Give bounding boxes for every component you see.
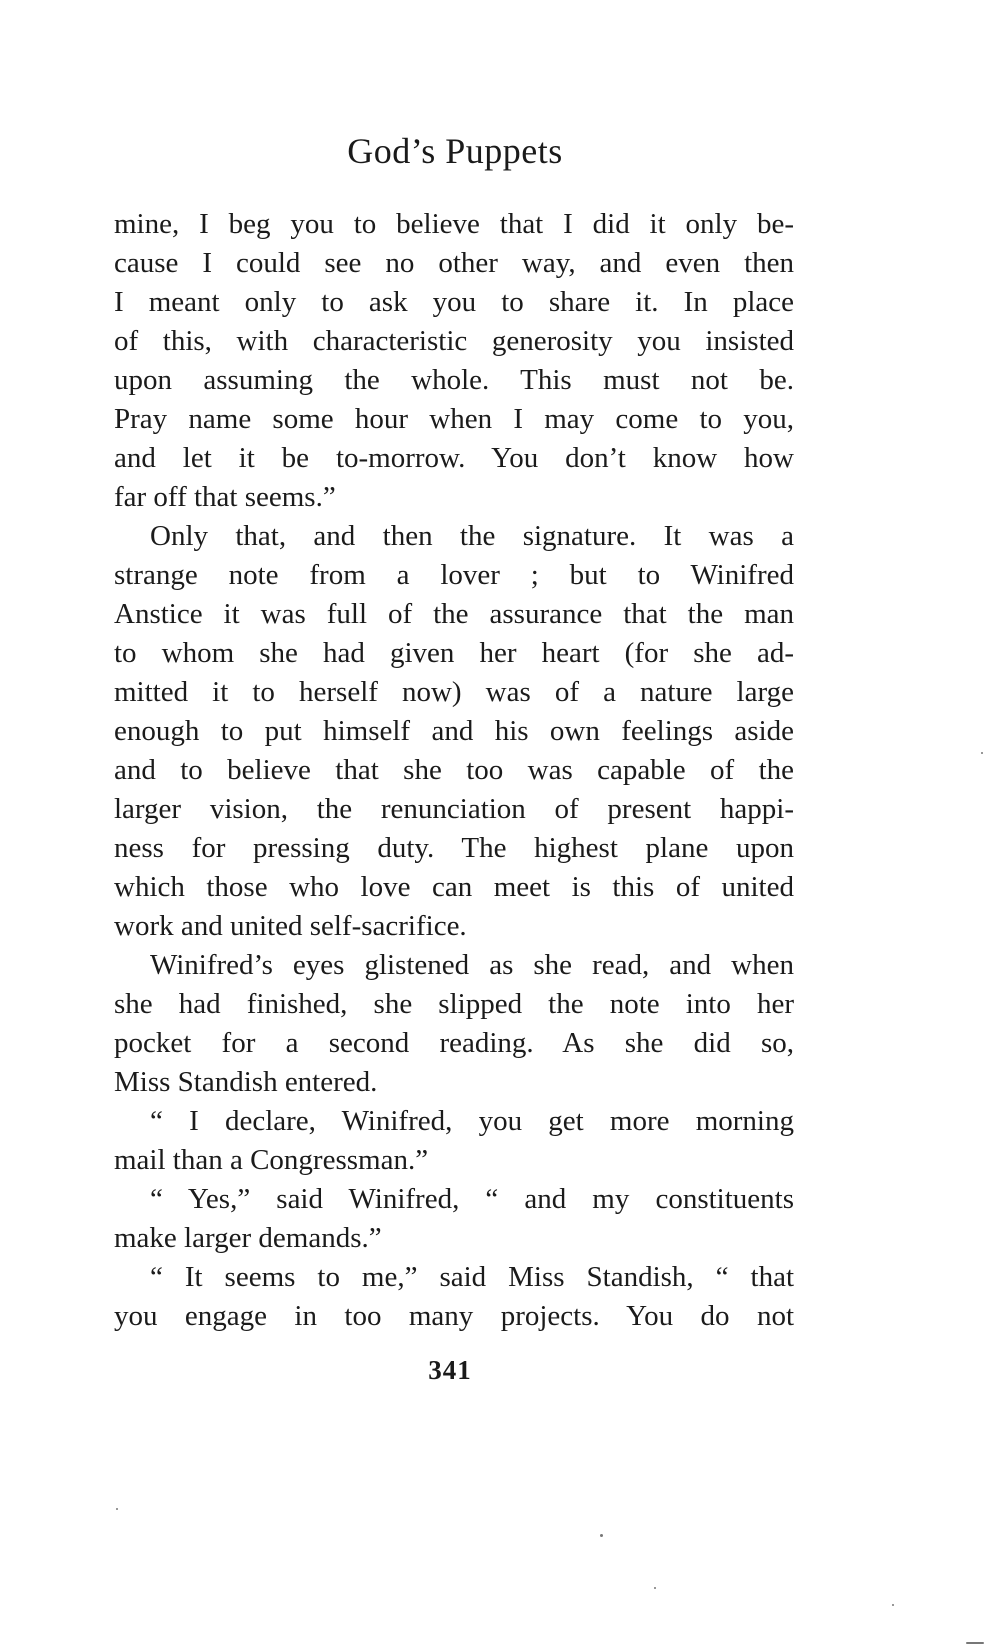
text-line: Miss Standish entered. xyxy=(114,1066,378,1098)
dust-speck xyxy=(600,1534,603,1537)
dust-speck xyxy=(966,1642,984,1644)
text-line: pocket for a second reading. As she did so, xyxy=(114,1027,794,1059)
page-number: 341 xyxy=(428,1355,472,1385)
paragraph xyxy=(114,1258,794,1336)
text-line: work and united self-sacrifice. xyxy=(114,910,467,942)
text-line: “ I declare, Winifred, you get more morning xyxy=(150,1105,794,1137)
text-line: far off that seems.” xyxy=(114,481,336,513)
dust-speck xyxy=(116,1508,118,1510)
text-line: Pray name some hour when I may come to you, xyxy=(114,403,794,435)
text-line: Anstice it was full of the assurance that the man xyxy=(114,598,794,630)
text-line: mail than a Congressman.” xyxy=(114,1144,429,1176)
paragraph xyxy=(114,1180,794,1258)
paragraph xyxy=(114,946,794,1102)
text-line: mine, I beg you to believe that I did it only be- xyxy=(114,208,794,240)
text-line: I meant only to ask you to share it. In place xyxy=(114,286,794,318)
text-line: Only that, and then the signature. It was a xyxy=(150,520,794,552)
text-line: Winifred’s eyes glistened as she read, and when xyxy=(150,949,794,981)
dust-speck xyxy=(654,1587,656,1589)
text-line: strange note from a lover ; but to Winifred xyxy=(114,559,794,591)
text-line: you engage in too many projects. You do not xyxy=(114,1300,794,1332)
text-line: make larger demands.” xyxy=(114,1222,382,1254)
dust-speck xyxy=(892,1604,894,1606)
text-line: and let it be to-morrow. You don’t know how xyxy=(114,442,794,474)
text-line: upon assuming the whole. This must not be. xyxy=(114,364,794,396)
text-line: she had finished, she slipped the note into her xyxy=(114,988,794,1020)
running-head: God’s Puppets xyxy=(347,131,563,171)
text-line: larger vision, the renunciation of present happi- xyxy=(114,793,794,825)
text-line: which those who love can meet is this of united xyxy=(114,871,794,903)
text-line: and to believe that she too was capable of the xyxy=(114,754,794,786)
dust-speck xyxy=(981,752,983,754)
paragraph xyxy=(114,205,794,517)
paragraph xyxy=(114,517,794,946)
text-line: ness for pressing duty. The highest plane upon xyxy=(114,832,794,864)
text-line: of this, with characteristic generosity you insisted xyxy=(114,325,794,357)
text-line: “ Yes,” said Winifred, “ and my constituents xyxy=(150,1183,794,1215)
text-line: mitted it to herself now) was of a nature large xyxy=(114,676,794,708)
paragraph xyxy=(114,1102,794,1180)
body-text xyxy=(114,205,794,1336)
text-line: “ It seems to me,” said Miss Standish, “ that xyxy=(150,1261,794,1293)
text-line: cause I could see no other way, and even then xyxy=(114,247,794,279)
text-line: enough to put himself and his own feelings aside xyxy=(114,715,794,747)
text-line: to whom she had given her heart (for she ad- xyxy=(114,637,794,669)
